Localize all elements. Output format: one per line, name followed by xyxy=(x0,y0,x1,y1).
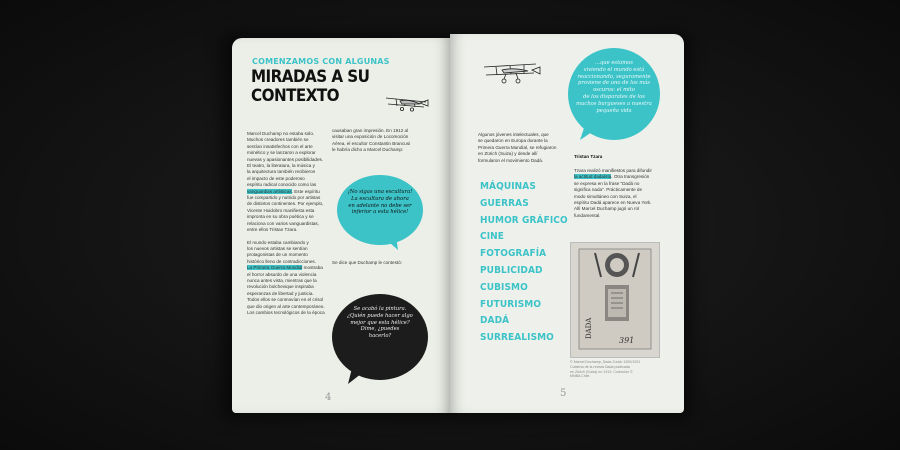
text-line: relaciona con varios vanguardistas, xyxy=(247,220,320,226)
movement-item: PUBLICIDAD xyxy=(480,264,543,276)
text-line: El mundo estaba cambiando y xyxy=(247,239,309,245)
caption-line: © Marcel Duchamp, Dada Zurich 1920/1921 xyxy=(570,360,641,364)
quote-line: hacerlo? xyxy=(368,333,392,340)
text-line: histórico lleno de contradicciones. xyxy=(247,258,316,264)
movement-item: FUTURISMO xyxy=(480,298,542,310)
quote-line: Se acabó la pintura. xyxy=(353,306,407,312)
tzara-paragraph: Tzara realizó manifiestos para difundir la actitud dadaísta. Otra transgresión se expresa en la frase "Dadá no significa nada". Prácticamente de modo simultáneo con Suiza, el espíritu Dadá aparece en Nueva York. Allí Marcel Duchamp jugó un rol fundamental. xyxy=(574,168,678,219)
movement-item: HUMOR GRÁFICO xyxy=(480,214,568,226)
text-line: nunca antes vista, mientras que la xyxy=(247,277,317,283)
text-line: Marcel Duchamp no estaba solo. xyxy=(247,131,315,136)
text-line: fue compartido y nutrido por artistas xyxy=(247,195,321,201)
text-line: Primera Guerra Mundial, se refugiaron xyxy=(478,144,557,150)
text-line: esperanzas de libertad y justicia. xyxy=(247,290,314,296)
movement-item: MÁQUINAS xyxy=(480,181,536,192)
svg-text:DADA: DADA xyxy=(585,317,593,339)
intro-paragraph xyxy=(478,132,588,164)
text-line: Los cambios tecnológicos de la época xyxy=(247,309,325,315)
text-line: de distintos continentes. Por ejemplo, xyxy=(247,201,324,207)
quote-line: Dime, ¿puedes xyxy=(360,326,400,333)
dada-poster-image xyxy=(570,242,660,358)
movement-item: CINE xyxy=(480,231,505,243)
quote-line: La escultura de ahora xyxy=(351,195,409,202)
right-column-text xyxy=(332,128,442,154)
text-line: espíritu radical conocido como las xyxy=(247,182,317,188)
movement-item: FOTOGRAFÍA xyxy=(480,248,547,260)
text-line: revolución bolchevique inspiraba xyxy=(247,284,314,290)
movement-item: GUERRAS xyxy=(480,197,529,209)
text-line: se quedaron en Europa durante la xyxy=(478,138,548,144)
page-title: MIRADAS A SU CONTEXTO xyxy=(251,67,370,105)
page-number: 5 xyxy=(560,388,567,399)
text-line: el impacto de este poderoso xyxy=(247,175,305,181)
bubble-tail xyxy=(380,236,400,252)
text-line: nuevas y apasionantes posibilidades. xyxy=(247,156,324,162)
biplane-icon xyxy=(480,58,542,88)
quote-line: inferior a esta hélice! xyxy=(351,209,409,216)
svg-text:391: 391 xyxy=(619,336,635,345)
text-line: sentían insatisfechos con el arte xyxy=(247,143,313,149)
text-line: formularon el movimiento Dadá. xyxy=(478,157,544,163)
biplane-icon xyxy=(382,90,432,112)
text-line: Todos ellos se conmovían en el crisol xyxy=(247,297,324,303)
caption-line: MNBA Chile. xyxy=(570,374,591,379)
text-line: Muchos creadores también se xyxy=(247,137,309,143)
movements-list xyxy=(480,179,568,347)
text-line: Vicente Huidobro manifiesta esta xyxy=(247,207,315,213)
quote-line: ¡No sigas una escultura! xyxy=(347,189,413,195)
bubble-tail xyxy=(346,368,368,386)
text-line: El teatro, la literatura, la música y xyxy=(247,163,315,169)
text-line: modo simultáneo con Suiza, el xyxy=(574,193,637,199)
text-line: protagonistas de un momento xyxy=(247,252,308,258)
movement-item: DADÁ xyxy=(480,315,510,327)
tristan-tzara-heading: Tristan Tzara xyxy=(574,154,603,159)
quote-line: reaccionando, seguramente xyxy=(577,73,651,80)
text-line: espíritu Dadá aparece en Nueva York. xyxy=(574,200,652,206)
text-line: la arquitectura también recibieron xyxy=(247,169,316,175)
brancusi-quote xyxy=(340,189,420,216)
image-caption xyxy=(570,360,666,379)
quote-line: en adelante no debe ser xyxy=(348,202,412,209)
quote-line: viviendo el mundo está xyxy=(583,66,645,73)
quote-line: muchos burgueses a nuestra xyxy=(576,100,652,107)
left-page xyxy=(232,38,450,413)
quote-line: proviene de uno de los más xyxy=(578,80,650,87)
text-line: Allí Marcel Duchamp jugó un rol xyxy=(574,206,640,212)
right-page xyxy=(450,34,684,413)
quote-line: ¿Quién puede hacer algo xyxy=(347,312,413,319)
text-line: los nuevos artistas se sentían xyxy=(247,245,308,251)
quote-line: de los disparates de los xyxy=(583,93,645,100)
quote-line: mejor que esta hélice? xyxy=(350,319,410,326)
text-line: Aérea, el escultor Constantin Brancusi xyxy=(332,140,411,146)
quote-line: ...que estamos xyxy=(595,60,633,66)
tzara-quote xyxy=(574,60,654,114)
text-line: se expresa en la frase "Dadá no xyxy=(574,180,640,186)
highlight-actitud-dadaista: la actitud dadaísta xyxy=(574,174,612,180)
caption-line: Cubierta de la revista Dadá publicada xyxy=(570,364,630,369)
left-column-text: Marcel Duchamp no estaba solo. Muchos creadores también se sentían insatisfechos con el arte mimético y se lanzaron a explorar nuevas y apasionantes posibilidades. El teatro, la literatura, la música y la arquitectura también recibieron el impacto de este poderoso espíritu radical conocido como las vanguardias artísticas. Este espíritu fue compartido y nutrido por artistas de distintos continentes. Por ejemplo, Vicente Huidobro manifiesta esta impronta en su obra poética y se relaciona con varios vanguardistas, entre ellos Tristan Tzara. El mundo estaba cambiando y los nuevos artistas se sentían protagonistas de un momento histórico lleno de contradicciones. La Primera Guerra Mundial mostraba el horror absurdo de una violencia nunca antes vista, mientras que la revolución bolchevique inspiraba esperanzas de libertad y justicia. Todos ellos se conmovían en el crisol que dio origen al arte contemporáneo. Los cambios tecnológicos de la época xyxy=(247,131,339,316)
text-line: visitar una exposición de Locomoción xyxy=(332,134,409,140)
text-line: significa nada". Prácticamente de xyxy=(574,187,643,193)
text-line: el horror absurdo de una violencia xyxy=(247,271,317,277)
text-line: fundamental. xyxy=(574,212,601,218)
text-line: que dio origen al arte contemporáneo. xyxy=(247,303,325,309)
text-line: le habría dicho a Marcel Duchamp: xyxy=(332,147,404,153)
highlight-vanguardias: vanguardias artísticas xyxy=(247,188,292,194)
duchamp-quote xyxy=(336,306,424,340)
movement-item: SURREALISMO xyxy=(480,332,554,344)
highlight-primera-guerra: La Primera Guerra Mundial xyxy=(247,265,303,271)
text-line: causaban gran impresión. En 1912 al xyxy=(332,128,409,133)
page-number: 4 xyxy=(325,392,332,403)
text-line: mimético y se lanzaron a explorar xyxy=(247,150,316,156)
caption-line: en Zürich (Suiza) en 1919. Colección © xyxy=(570,369,633,374)
duchamp-reply-note: Se dice que Duchamp le contestó: xyxy=(332,260,402,265)
text-line: Algunos jóvenes intelectuales, que xyxy=(478,132,549,137)
text-line: en Zürich (Suiza) y desde allí xyxy=(478,151,538,157)
section-kicker: COMENZAMOS CON ALGUNAS xyxy=(252,57,390,66)
text-line: entre ellos Tristan Tzara. xyxy=(247,227,298,233)
text-line: impronta en su obra poética y se xyxy=(247,214,314,220)
quote-line: pequeña vida xyxy=(596,107,632,114)
movement-item: CUBISMO xyxy=(480,281,528,293)
quote-line: oscuros: el mito xyxy=(593,87,635,94)
